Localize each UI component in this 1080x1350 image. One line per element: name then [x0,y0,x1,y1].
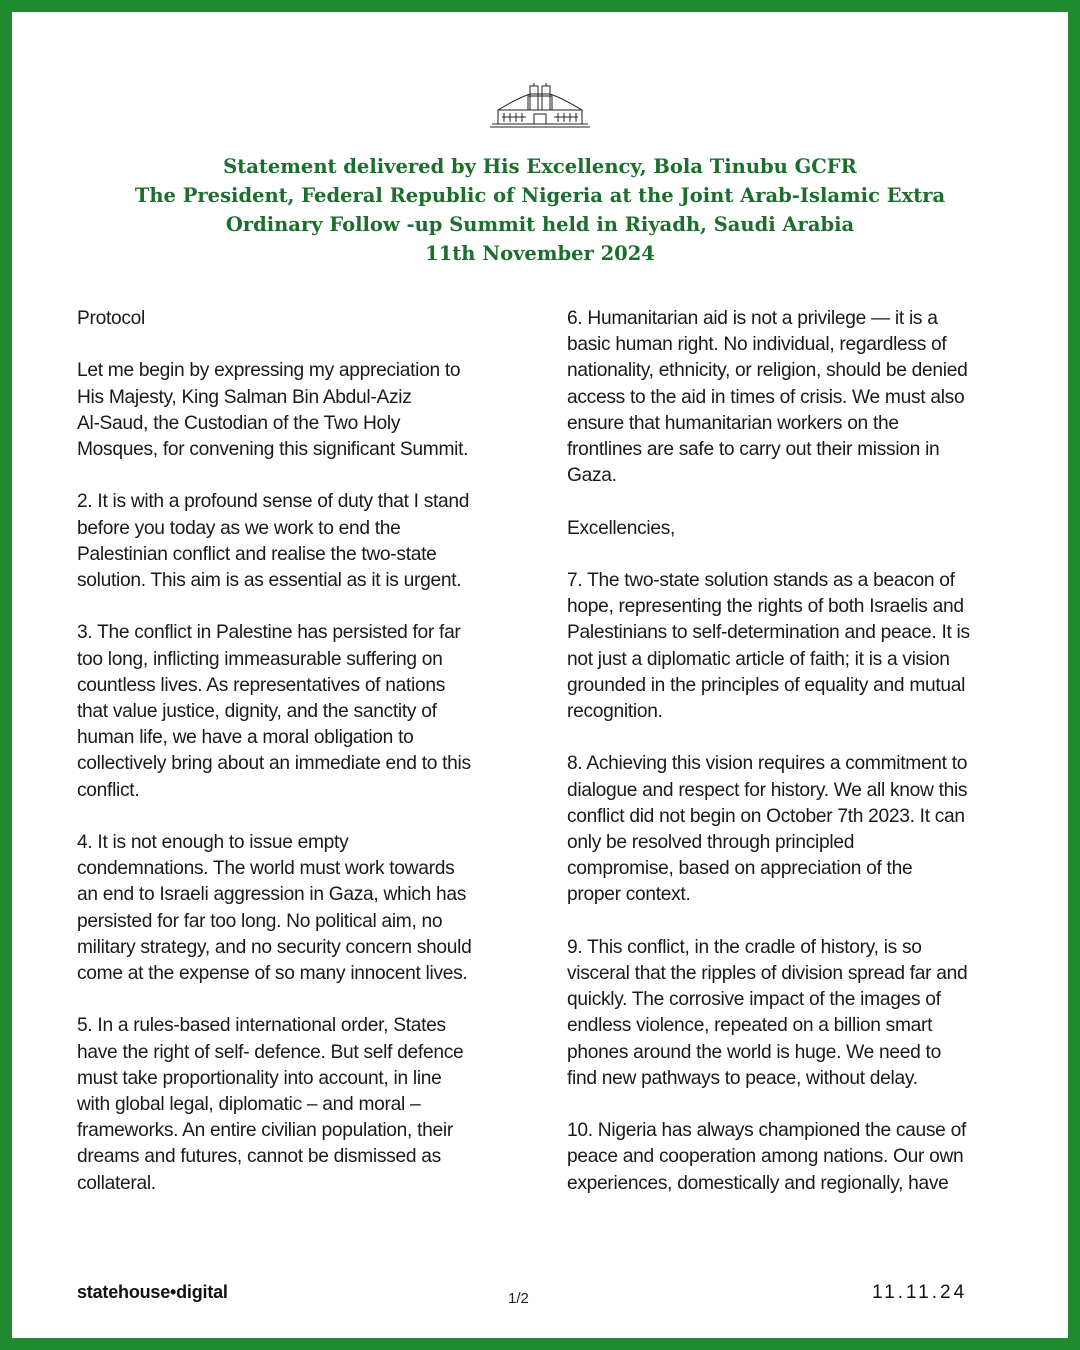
paragraph-line: visceral that the ripples of division spread far and [567,963,968,985]
paragraph-line: human life, we have a moral obligation to [77,727,414,749]
paragraph-line: 6. Humanitarian aid is not a privilege — it is a [567,308,938,329]
state-house-building-icon [488,82,592,130]
paragraph [567,935,1017,1092]
paragraph-line: not just a diplomatic article of faith; it is a vision [567,648,950,670]
paragraph-line: conflict did not begin on October 7th 2023. It can [567,805,965,827]
paragraph-line: conflict. [77,779,140,801]
paragraph-line: 5. In a rules-based international order, States [77,1015,446,1037]
paragraph-line: too long, inflicting immeasurable suffering on [77,648,443,670]
paragraph [567,306,1017,489]
paragraph-line: Protocol [77,308,145,329]
paragraph-line: dialogue and respect for history. We all know this [567,779,968,801]
statement-title [80,152,1000,268]
paragraph-line: endless violence, repeated on a billion smart [567,1015,933,1037]
paragraph-line: 7. The two-state solution stands as a beacon of [567,570,955,591]
paragraph-line: basic human right. No individual, regardless of [567,334,947,356]
paragraph-line: 8. Achieving this vision requires a commitment to [567,753,968,775]
paragraph-line: grounded in the principles of equality and mutual [567,674,966,696]
paragraph-line: condemnations. The world must work towards [77,858,455,880]
paragraph-line: access to the aid in times of crisis. We must also [567,386,965,408]
paragraph-line: recognition. [567,701,663,723]
paragraph [567,1118,1017,1197]
paragraph-line: collectively bring about an immediate end to this [77,753,471,775]
brand-logo-text: statehouse•digital [77,1282,228,1302]
paragraph-line: ensure that humanitarian workers on the [567,412,899,434]
paragraph-line: frameworks. An entire civilian population, their [77,1120,453,1142]
paragraph [567,568,1017,725]
paragraph-line: with global legal, diplomatic – and moral – [77,1094,421,1116]
paragraph-line: frontlines are safe to carry out their mission in [567,439,940,461]
paragraph-line: quickly. The corrosive impact of the images of [567,989,941,1011]
paragraph [77,306,527,332]
footer-date: 11.11.24 [872,1282,968,1303]
paragraph-line: compromise, based on appreciation of the [567,858,913,880]
paragraph-line: only be resolved through principled [567,832,855,854]
paragraph-line: Palestinians to self-determination and peace. It is [567,622,970,644]
title-date-line: 11th November 2024 [425,242,655,265]
paragraph [77,620,527,803]
paragraph-line: 10. Nigeria has always championed the cause of [567,1120,966,1142]
title-line: Statement delivered by His Excellency, Bola Tinubu GCFR [223,155,857,178]
paragraph [77,358,527,463]
paragraph-line: find new pathways to peace, without delay. [567,1067,918,1089]
paragraph-line: Let me begin by expressing my appreciation to [77,360,461,382]
left-column [77,306,527,1223]
paragraph-line: 4. It is not enough to issue empty [77,832,349,853]
paragraph-line: come at the expense of so many innocent lives. [77,963,468,985]
paragraph-line: Mosques, for convening this significant Summit. [77,439,469,460]
paragraph [77,830,527,987]
paragraph [77,1013,527,1196]
paragraph-line: Palestinian conflict and realise the two-state [77,543,437,565]
paragraph-line: proper context. [567,884,691,906]
paragraph-line: nationality, ethnicity, or religion, should be denied [567,360,968,382]
paragraph-line: 9. This conflict, in the cradle of history, is so [567,936,922,958]
paragraph-line: persisted for far too long. No political aim, no [77,910,443,932]
title-line: The President, Federal Republic of Nigeria at the Joint Arab-Islamic Extra [134,184,946,207]
paragraph-line: have the right of self- defence. But self defence [77,1041,464,1063]
paragraph-line: before you today as we work to end the [77,517,401,539]
paragraph-line: peace and cooperation among nations. Our own [567,1146,964,1168]
paragraph-line: countless lives. As representatives of nations [77,674,446,696]
paragraph [77,489,527,594]
paragraph-line: that value justice, dignity, and the sanctity of [77,701,437,722]
title-line: Ordinary Follow -up Summit held in Riyadh, Saudi Arabia [225,213,855,236]
paragraph [567,751,1017,908]
paragraph-line: dreams and futures, cannot be dismissed as [77,1146,441,1168]
paragraph-line: solution. This aim is as essential as it is urgent. [77,570,462,591]
paragraph [567,516,1017,542]
paragraph-line: 2. It is with a profound sense of duty that I stand [77,491,470,513]
paragraph-line: hope, representing the rights of both Israelis and [567,596,964,618]
paragraph-line: 3. The conflict in Palestine has persisted for far [77,622,461,644]
paragraph-line: Gaza. [567,465,617,487]
paragraph-line: Excellencies, [567,517,676,539]
paragraph-line: Al-Saud, the Custodian of the Two Holy [77,412,401,434]
paragraph-line: phones around the world is huge. We need to [567,1041,941,1063]
paragraph-line: military strategy, and no security concern should [77,936,472,958]
paragraph-line: experiences, domestically and regionally, have [567,1172,949,1194]
right-column [567,306,1017,1223]
paragraph-line: collateral. [77,1172,156,1194]
paragraph-line: an end to Israeli aggression in Gaza, which has [77,884,467,906]
paragraph-line: must take proportionality into account, in line [77,1067,442,1089]
paragraph-line: His Majesty, King Salman Bin Abdul-Aziz [77,386,412,408]
page-number: 1/2 [508,1290,529,1307]
